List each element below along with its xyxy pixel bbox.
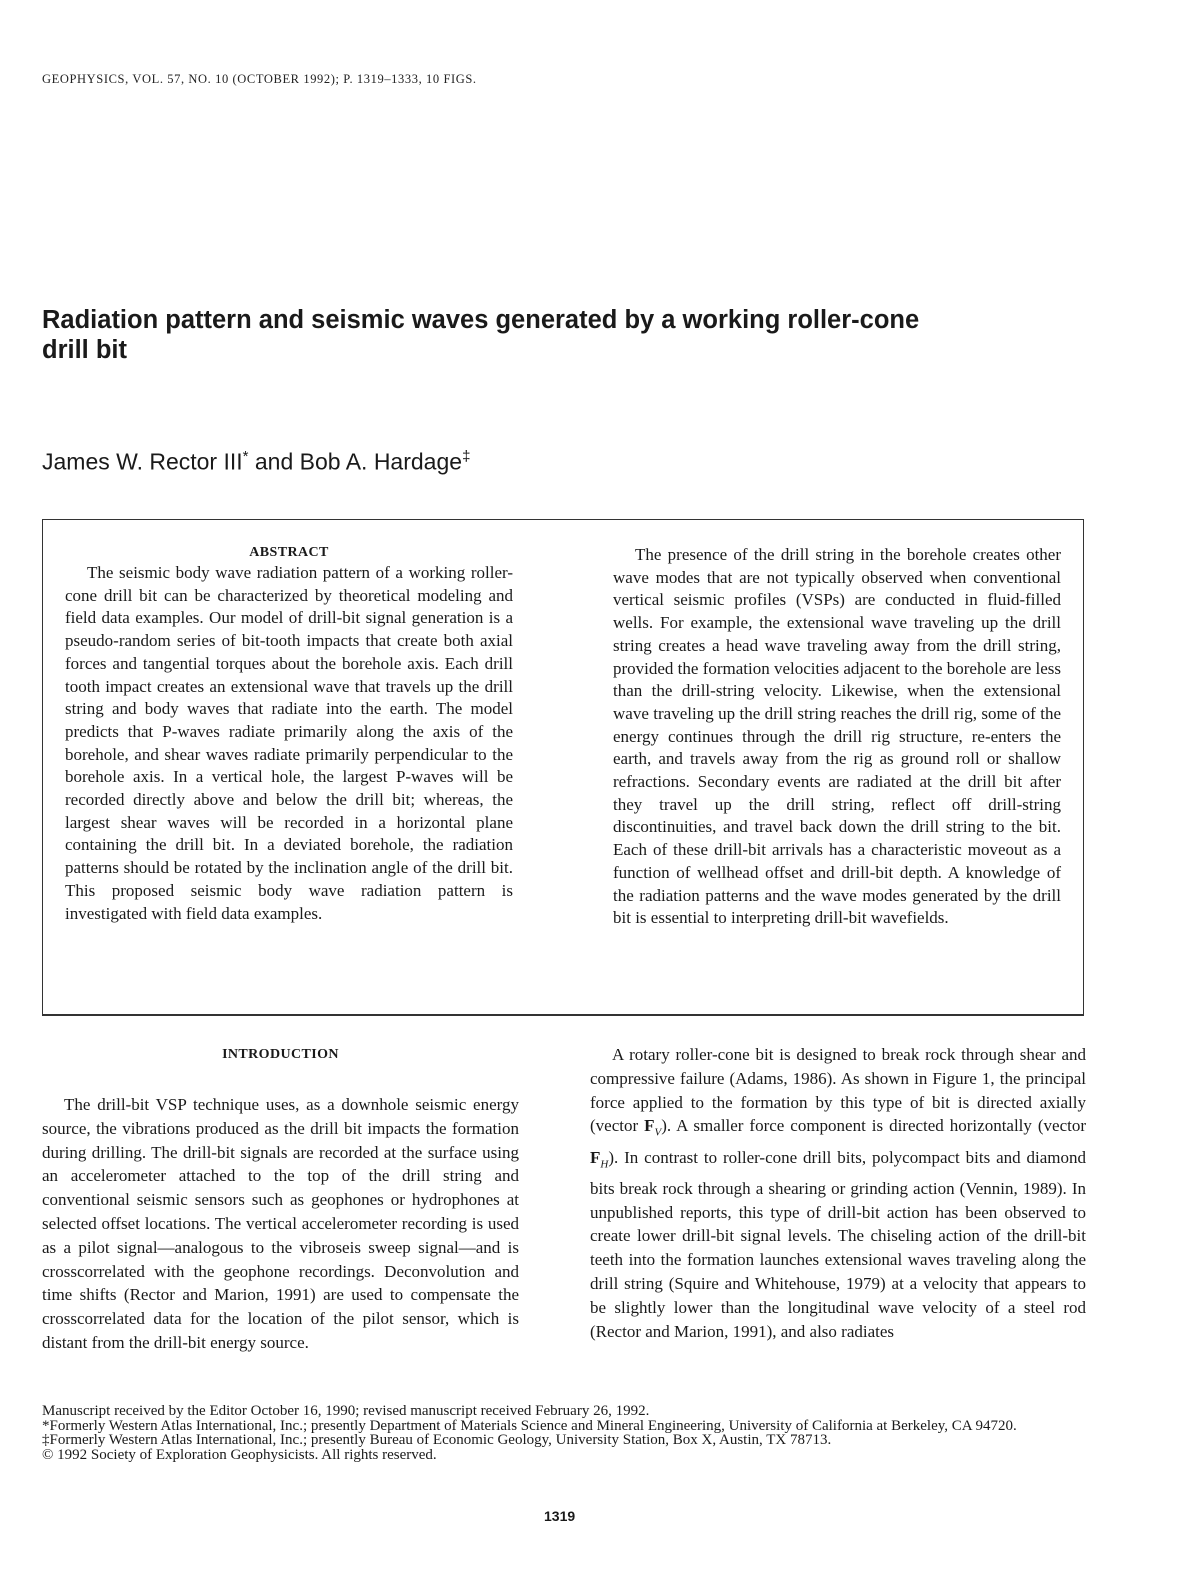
vector-fh-subscript: H bbox=[600, 1157, 609, 1170]
abstract-heading: ABSTRACT bbox=[249, 545, 329, 560]
para2-text-c: ). In contrast to roller-cone drill bits, polycompact bits and diamond bits break rock through a shearing or grinding action (Vennin, 1989). In unpublished reports, this type of drill-bit action has been observed to create lower drill-bit signal levels. The chiseling action of the drill-bit teeth into the formation launches extensional waves traveling along the drill string (Squire and Whitehouse, 1979) at a velocity that appears to be slightly lower than the longitudinal wave velocity of a steel rod (Rector and Marion, 1991), and also radiates bbox=[590, 1147, 1086, 1341]
abstract-paragraph-2: The presence of the drill string in the borehole creates other wave modes that are not typically observed when conventional vertical seismic profiles (VSPs) are conducted in fluid-filled wells. For example, the extensional wave traveling up the drill string creates a head wave traveling away from the drill string, provided the formation velocities adjacent to the borehole are less than the drill-string velocity. Likewise, when the extensional wave traveling up the drill string reaches the drill rig, some of the energy continues through the drill rig structure, re-enters the earth, and travels away from the rig as ground roll or shallow refractions. Secondary events are radiated at the drill bit after they travel up the drill string, reflect off drill-string discontinuities, and travel back down the drill string to the bit. Each of these drill-bit arrivals has a characteristic moveout as a function of wellhead offset and drill-bit depth. A knowledge of the radiation patterns and the wave modes generated by the drill bit is essential to interpreting drill-bit wavefields. bbox=[613, 545, 1061, 928]
vector-fv-subscript: V bbox=[654, 1126, 662, 1139]
footnote-rector: *Formerly Western Atlas International, Inc.; presently Department of Materials Science and Mineral Engineering, University of California at Berkeley, CA 94720. bbox=[42, 1417, 1017, 1434]
footnote-hardage: ‡Formerly Western Atlas International, Inc.; presently Bureau of Economic Geology, University Station, Box X, Austin, TX 78713. bbox=[42, 1432, 832, 1448]
vector-fh: F bbox=[590, 1147, 601, 1167]
footnote-copyright: © 1992 Society of Exploration Geophysicists. All rights reserved. bbox=[42, 1446, 437, 1463]
para2-text-b: ). A smaller force component is directed horizontally (vector bbox=[661, 1116, 1086, 1136]
page-number: 1319 bbox=[544, 1508, 576, 1524]
abstract-right-column bbox=[613, 544, 1061, 930]
author-hardage: Bob A. Hardage bbox=[299, 448, 463, 475]
authors-line bbox=[42, 448, 470, 476]
authors-connector: and bbox=[248, 448, 300, 475]
author-rector: James W. Rector III bbox=[42, 448, 243, 475]
body-right-column bbox=[590, 1043, 1086, 1343]
abstract-left-column bbox=[65, 544, 513, 925]
abstract-box bbox=[42, 519, 1084, 1015]
para2-text-a: A rotary roller-cone bit is designed to break rock through shear and compressive failure (Adams, 1986). As shown in Figure 1, the principal force applied to the formation by this type of bit is directed axially (vector bbox=[590, 1045, 1086, 1136]
abstract-bottom-rule bbox=[42, 1015, 1084, 1016]
introduction-paragraph-1: The drill-bit VSP technique uses, as a downhole seismic energy source, the vibrations produced as the drill bit impacts the formation during drilling. The drill-bit signals are recorded at the surface using an accelerometer attached to the top of the drill string and conventional seismic sensors such as geophones or hydrophones at selected offset locations. The vertical accelerometer recording is used as a pilot signal—analogous to the vibroseis sweep signal—and is crosscorrelated with the geophone recordings. Deconvolution and time shifts (Rector and Marion, 1991) are used to compensate the crosscorrelated data for the location of the pilot sensor, which is distant from the drill-bit energy source. bbox=[42, 1095, 519, 1352]
author-mark-asterisk: * bbox=[242, 448, 249, 465]
abstract-paragraph-1: The seismic body wave radiation pattern of a working roller-cone drill bit can be characterized by theoretical modeling and field data examples. Our model of drill-bit signal generation is a pseudo-random series of bit-tooth impacts that create both axial forces and tangential torques about the borehole axis. Each drill tooth impact creates an extensional wave that travels up the drill string and body waves that radiate into the earth. The model predicts that P-waves radiate primarily along the axis of the borehole, and shear waves radiate primarily perpendicular to the borehole axis. In a vertical hole, the largest P-waves will be recorded directly above and below the drill bit; whereas, the largest shear waves will be recorded in a horizontal plane containing the drill bit. In a deviated borehole, the radiation patterns should be rotated by the inclination angle of the drill bit. This proposed seismic body wave radiation pattern is investigated with field data examples. bbox=[65, 563, 513, 923]
author-mark-dagger: ‡ bbox=[462, 448, 471, 465]
introduction-heading: INTRODUCTION bbox=[222, 1047, 339, 1062]
paper-title: Radiation pattern and seismic waves generated by a working roller-cone drill bit bbox=[42, 306, 920, 364]
footnote-received: Manuscript received by the Editor October 16, 1990; revised manuscript received February 26, 1992. bbox=[42, 1403, 650, 1419]
footnotes bbox=[42, 1404, 1086, 1462]
body-left-column bbox=[42, 1043, 519, 1355]
vector-fv: F bbox=[644, 1116, 655, 1136]
running-head: GEOPHYSICS, VOL. 57, NO. 10 (OCTOBER 1992); P. 1319–1333, 10 FIGS. bbox=[42, 72, 477, 86]
introduction-paragraph-2 bbox=[590, 1043, 1086, 1343]
